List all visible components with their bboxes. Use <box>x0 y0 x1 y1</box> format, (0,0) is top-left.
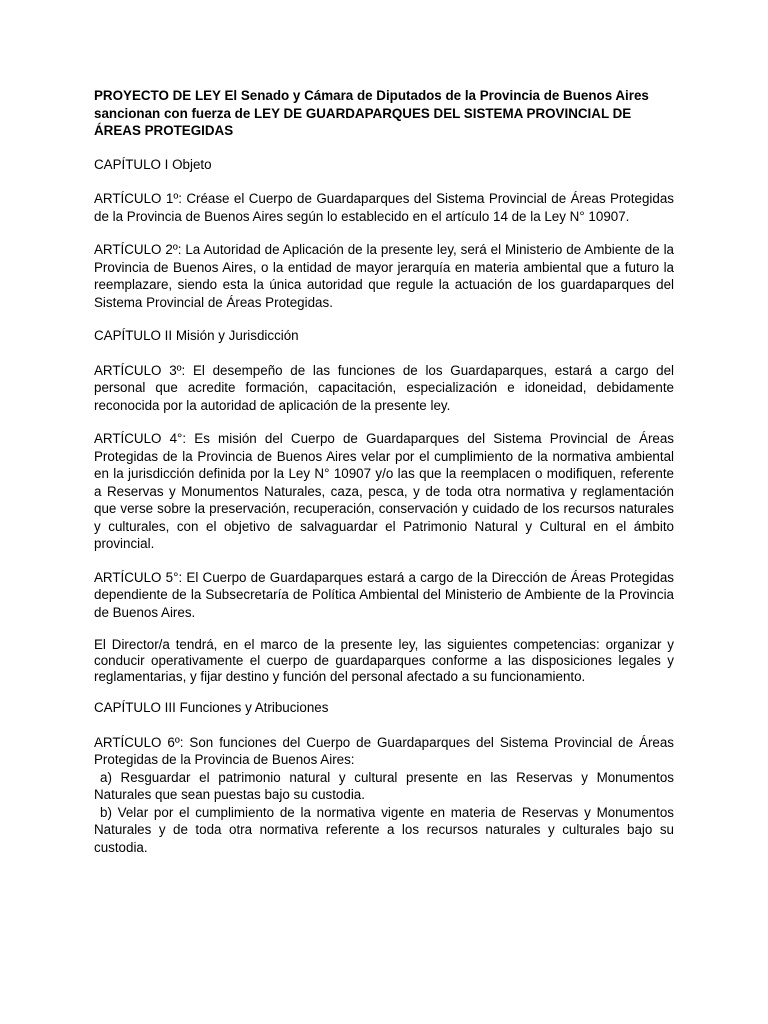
article-1: ARTÍCULO 1º: Créase el Cuerpo de Guardaparques del Sistema Provincial de Áreas Protegidas de la Provincia de Buenos Aires según lo establecido en el artículo 14 de la Ley N° 10907. <box>94 191 674 224</box>
article-4: ARTÍCULO 4°: Es misión del Cuerpo de Guardaparques del Sistema Provincial de Áreas Protegidas de la Provincia de Buenos Aires velar por el cumplimiento de la normativa ambiental en la jurisdicción definida por la Ley N° 10907 y/o las que la reemplacen o modifiquen, referente a Reservas y Monumentos Naturales, caza, pesca, y de toda otra normativa y reglamentación que verse sobre la preservación, recuperación, conservación y cuidado de los recursos naturales y culturales, con el objetivo de salvaguardar el Patrimonio Natural y Cultural en el ámbito provincial. <box>94 431 674 551</box>
article-6-intro: ARTÍCULO 6º: Son funciones del Cuerpo de Guardaparques del Sistema Provincial de Áreas Protegidas de la Provincia de Buenos Aires: <box>94 734 674 767</box>
article-6-item-b: b) Velar por el cumplimiento de la normativa vigente en materia de Reservas y Monumentos Naturales y de toda otra normativa referente a los recursos naturales y culturales bajo su custodia. <box>94 804 674 855</box>
chapter-2-heading: CAPÍTULO II Misión y Jurisdicción <box>94 328 299 343</box>
article-2: ARTÍCULO 2º: La Autoridad de Aplicación de la presente ley, será el Ministerio de Ambiente de la Provincia de Buenos Aires, o la entidad de mayor jerarquía en materia ambiental que a futuro la reemplazare, siendo esta la única autoridad que regule la actuación de los guardaparques del Sistema Provincial de Áreas Protegidas. <box>94 242 674 310</box>
chapter-3-heading: CAPÍTULO III Funciones y Atribuciones <box>94 700 329 715</box>
article-5-director-paragraph: El Director/a tendrá, en el marco de la presente ley, las siguientes competencias: organizar y conducir operativamente el cuerpo de guardaparques conforme a las disposiciones legales y reglamentarias, y fijar destino y función del personal afectado a su funcionamiento. <box>94 637 674 684</box>
article-5: ARTÍCULO 5°: El Cuerpo de Guardaparques estará a cargo de la Dirección de Áreas Protegidas dependiente de la Subsecretaría de Política Ambiental del Ministerio de Ambiente de la Provincia de Buenos Aires. <box>94 569 674 620</box>
document-title: PROYECTO DE LEY El Senado y Cámara de Diputados de la Provincia de Buenos Aires sancionan con fuerza de LEY DE GUARDAPARQUES DEL SISTEMA PROVINCIAL DE ÁREAS PROTEGIDAS <box>94 88 649 138</box>
article-3: ARTÍCULO 3º: El desempeño de las funciones de los Guardaparques, estará a cargo del personal que acredite formación, capacitación, especialización e idoneidad, debidamente reconocida por la autoridad de aplicación de la presente ley. <box>94 362 674 413</box>
document-page <box>94 87 674 856</box>
article-6-item-a: a) Resguardar el patrimonio natural y cultural presente en las Reservas y Monumentos Naturales que sean puestas bajo su custodia. <box>94 769 674 802</box>
chapter-1-heading: CAPÍTULO I Objeto <box>94 156 212 172</box>
